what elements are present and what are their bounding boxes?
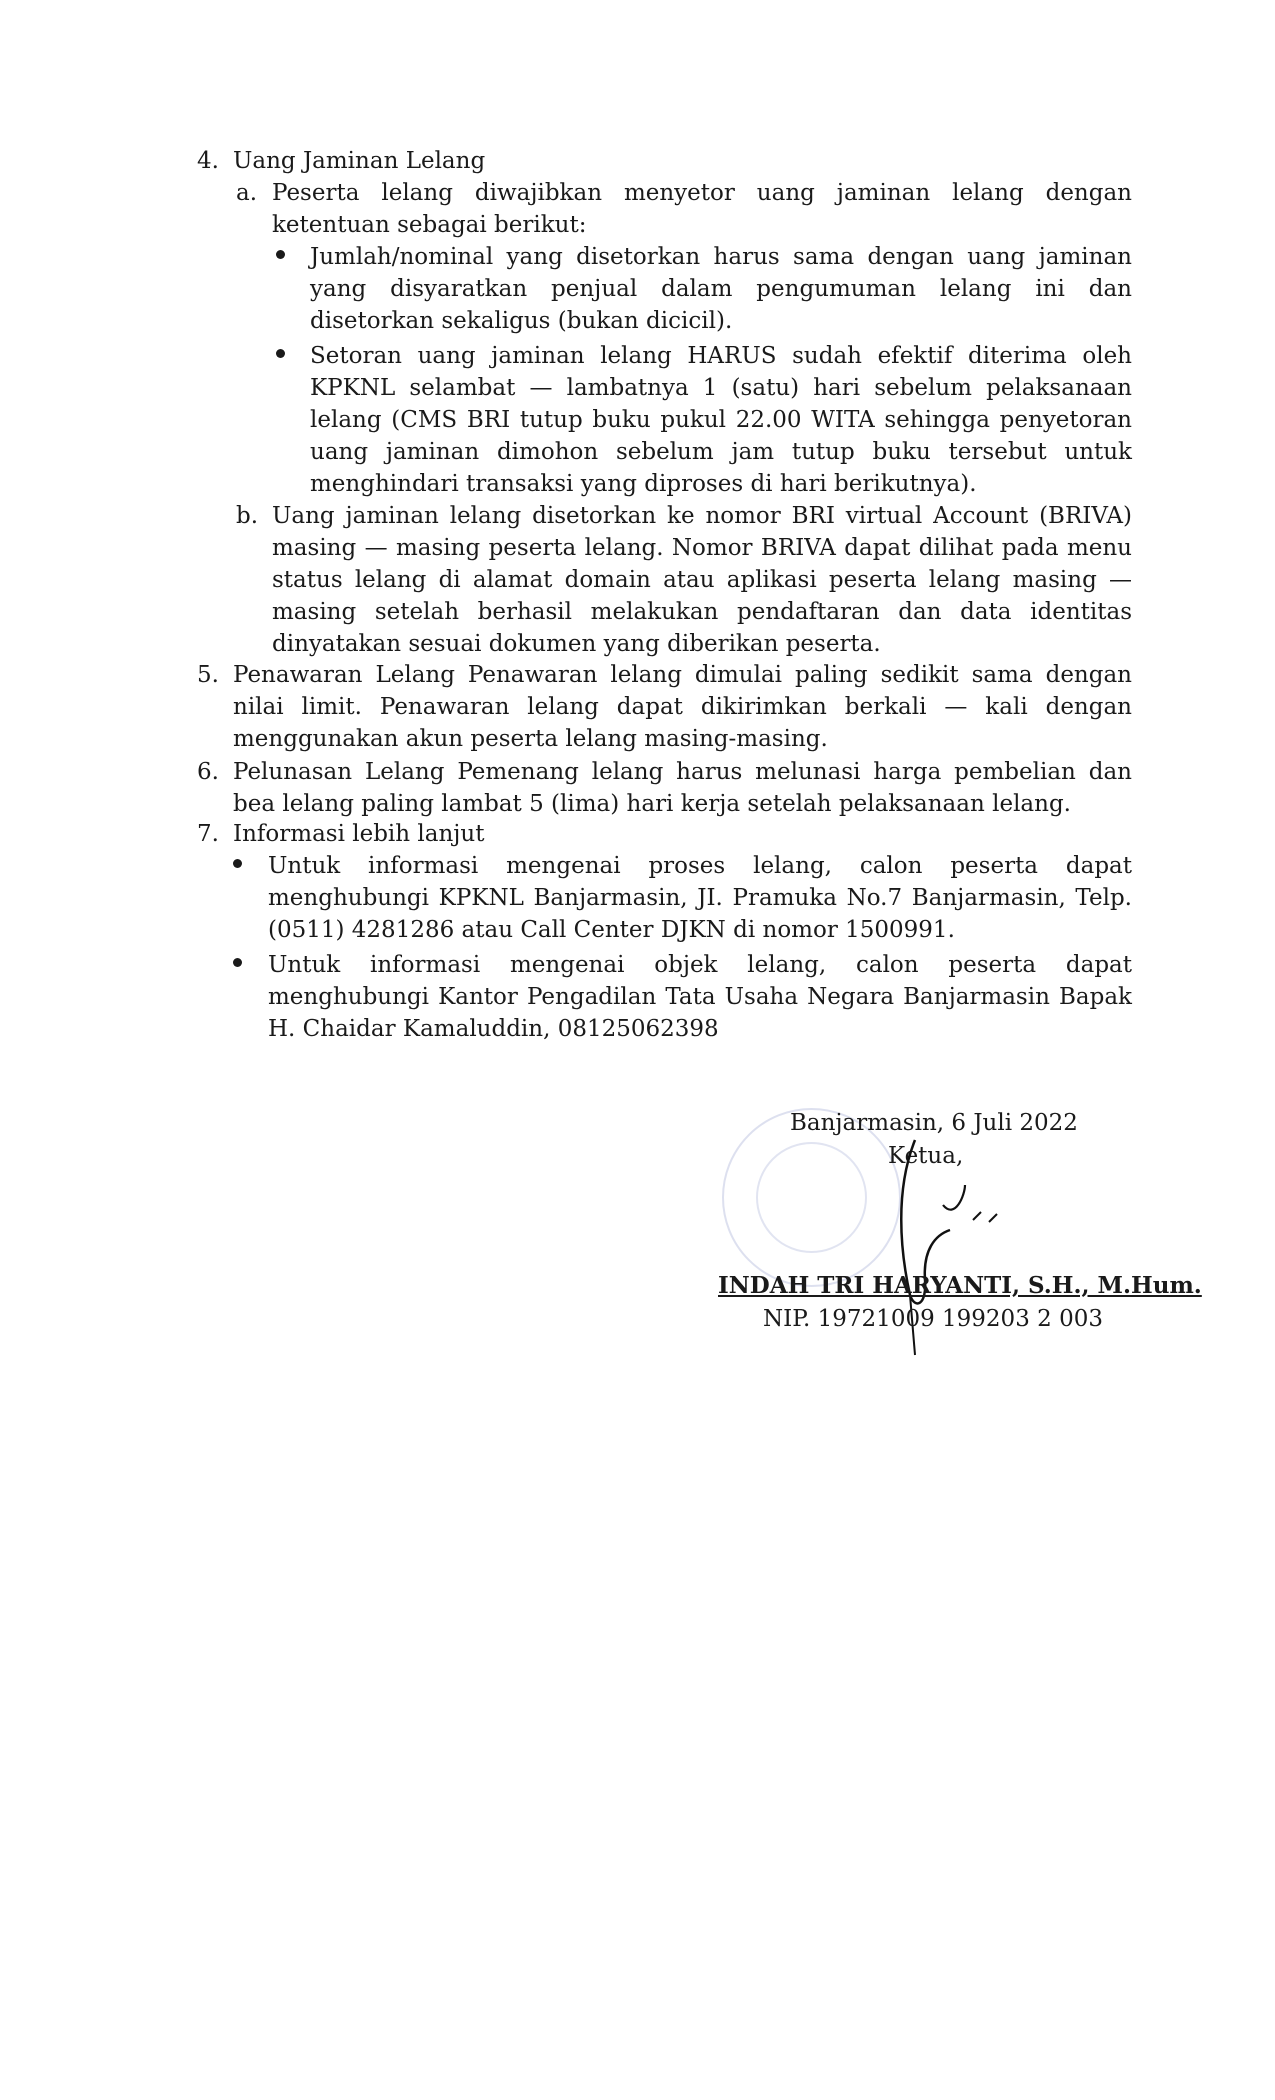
bullet-deposit-deadline: Setoran uang jaminan lelang HARUS sudah efektif diterima oleh KPKNL selambat — lambatnya 1 (satu) hari sebelum pelaksanaan lelang (CMS BRI tutup buku pukul 22.00 WITA sehingga penyetoran uang jaminan dimohon sebelum jam tutup buku tersebut untuk menghindari transaksi yang diproses di hari berikutnya). [310, 343, 1132, 497]
bullet-icon [233, 859, 242, 868]
bullet-process-contact: Untuk informasi mengenai proses lelang, calon peserta dapat menghubungi KPKNL Banjarmasin, JI. Pramuka No.7 Banjarmasin, Telp. (0511) 4281286 atau Call Center DJKN di nomor 1500991. [268, 853, 1132, 943]
signer-name: INDAH TRI HARYANTI, S.H., M.Hum. [718, 1272, 1202, 1299]
signer-nip: NIP. 19721009 199203 2 003 [763, 1306, 1103, 1332]
item-7-heading [197, 818, 484, 850]
sub-item-a-text: Peserta lelang diwajibkan menyetor uang jaminan lelang dengan ketentuan sebagai berikut: [272, 180, 1132, 238]
place-date: Banjarmasin, 6 Juli 2022 [790, 1110, 1078, 1136]
item-title: Informasi lebih lanjut [233, 821, 485, 847]
bullet-amount-rule: Jumlah/nominal yang disetorkan harus sama dengan uang jaminan yang disyaratkan penjual dalam pengumuman lelang ini dan disetorkan sekaligus (bukan dicicil). [310, 244, 1132, 334]
sub-label-b: b. [236, 503, 259, 529]
item-number: 6. [197, 759, 219, 785]
bullet-icon [276, 349, 285, 358]
item-6-text: Pelunasan Lelang Pemenang lelang harus melunasi harga pembelian dan bea lelang paling lambat 5 (lima) hari kerja setelah pelaksanaan lelang. [233, 759, 1132, 817]
bullet-icon [276, 250, 285, 259]
bullet-icon [233, 958, 242, 967]
item-4-heading [197, 145, 485, 177]
sub-item-b-text: Uang jaminan lelang disetorkan ke nomor BRI virtual Account (BRIVA) masing — masing peserta lelang. Nomor BRIVA dapat dilihat pada menu status lelang di alamat domain atau aplikasi peserta lelang masing — masing setelah berhasil melakukan pendaftaran dan data identitas dinyatakan sesuai dokumen yang diberikan peserta. [272, 503, 1132, 657]
signer-role: Ketua, [888, 1143, 964, 1169]
sub-label-a: a. [236, 180, 258, 206]
item-number: 7. [197, 821, 219, 847]
item-title: Uang Jaminan Lelang [233, 148, 486, 174]
item-number: 4. [197, 148, 219, 174]
item-5-text: Penawaran Lelang Penawaran lelang dimulai paling sedikit sama dengan nilai limit. Penawaran lelang dapat dikirimkan berkali — kali dengan menggunakan akun peserta lelang masing-masing. [233, 662, 1132, 752]
item-number: 5. [197, 662, 219, 688]
bullet-object-contact: Untuk informasi mengenai objek lelang, calon peserta dapat menghubungi Kantor Pengadilan Tata Usaha Negara Banjarmasin Bapak H. Chaidar Kamaluddin, 08125062398 [268, 952, 1132, 1042]
